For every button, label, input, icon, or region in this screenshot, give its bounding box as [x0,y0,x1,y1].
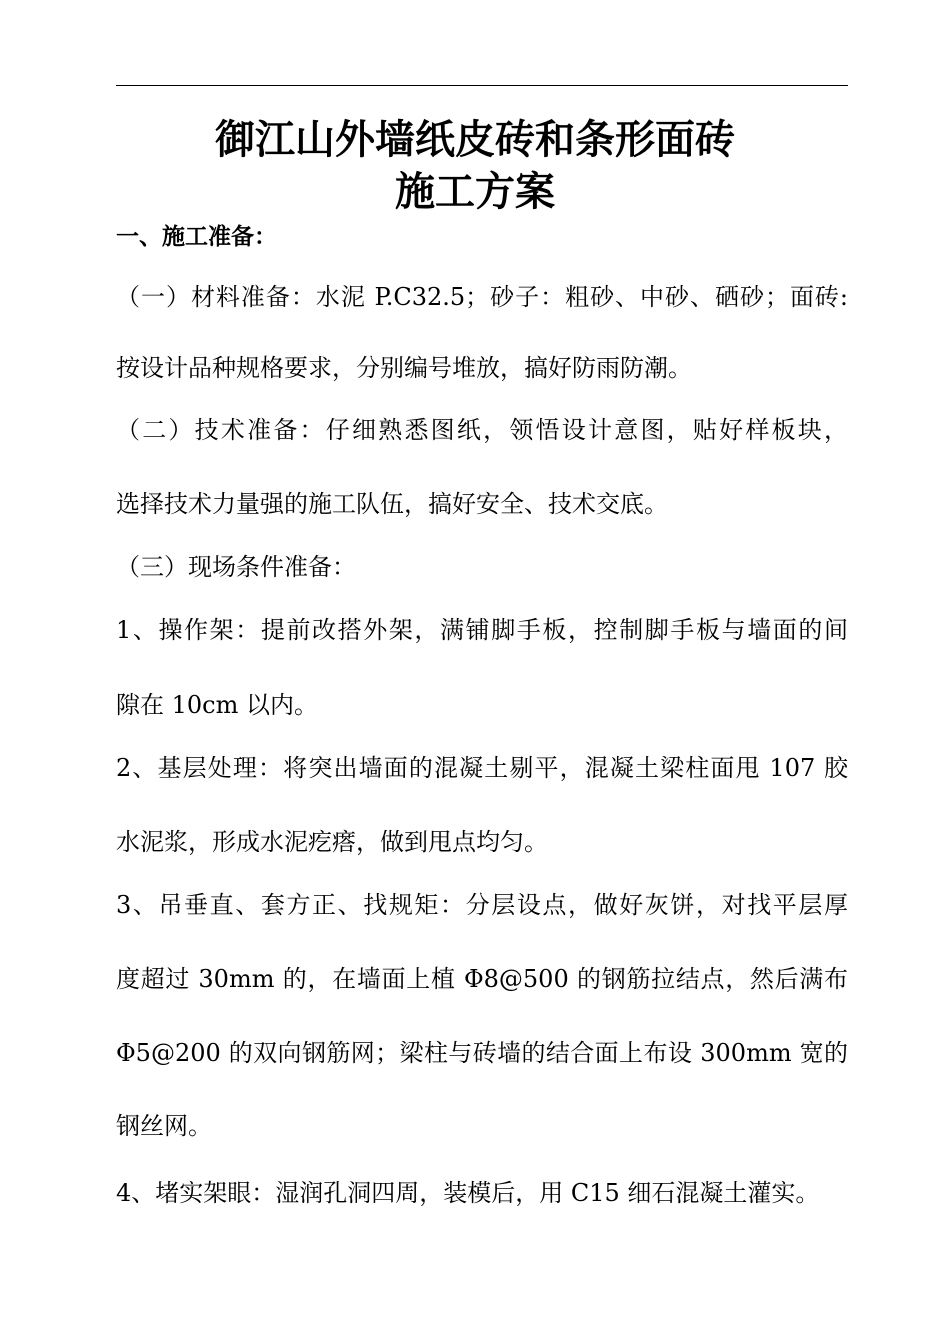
paragraph-line: 按设计品种规格要求，分别编号堆放，搞好防雨防潮。 [116,354,692,382]
section-heading-preparation: 一、施工准备： [116,223,277,250]
paragraph-line: 水泥浆，形成水泥疙瘩，做到甩点均匀。 [116,828,548,856]
paragraph-line: （二）技术准备：仔细熟悉图纸，领悟设计意图，贴好样板块， [116,416,848,444]
document-title-line2: 施工方案 [395,168,555,215]
paragraph-line: 隙在 10cm 以内。 [116,691,318,719]
paragraph-line: 选择技术力量强的施工队伍，搞好安全、技术交底。 [116,490,668,518]
paragraph-line: Φ5@200 的双向钢筋网；梁柱与砖墙的结合面上布设 300mm 宽的 [116,1039,848,1067]
paragraph-line: 1、操作架：提前改搭外架，满铺脚手板，控制脚手板与墙面的间 [116,616,848,644]
paragraph-line: （三）现场条件准备： [116,553,356,581]
paragraph-line: 2、基层处理：将突出墙面的混凝土剔平，混凝土梁柱面甩 107 胶 [116,754,848,782]
header-rule [116,85,848,86]
paragraph-line: 度超过 30mm 的，在墙面上植 Φ8@500 的钢筋拉结点，然后满布 [116,965,848,993]
paragraph-line: 4、堵实架眼：湿润孔洞四周，装模后，用 C15 细石混凝土灌实。 [116,1179,820,1207]
paragraph-line: 钢丝网。 [116,1112,212,1140]
paragraph-line: 3、吊垂直、套方正、找规矩：分层设点，做好灰饼，对找平层厚 [116,891,848,919]
paragraph-line: （一）材料准备：水泥 P.C32.5；砂子：粗砂、中砂、硒砂；面砖: [116,283,848,311]
document-title-line1: 御江山外墙纸皮砖和条形面砖 [215,116,735,163]
